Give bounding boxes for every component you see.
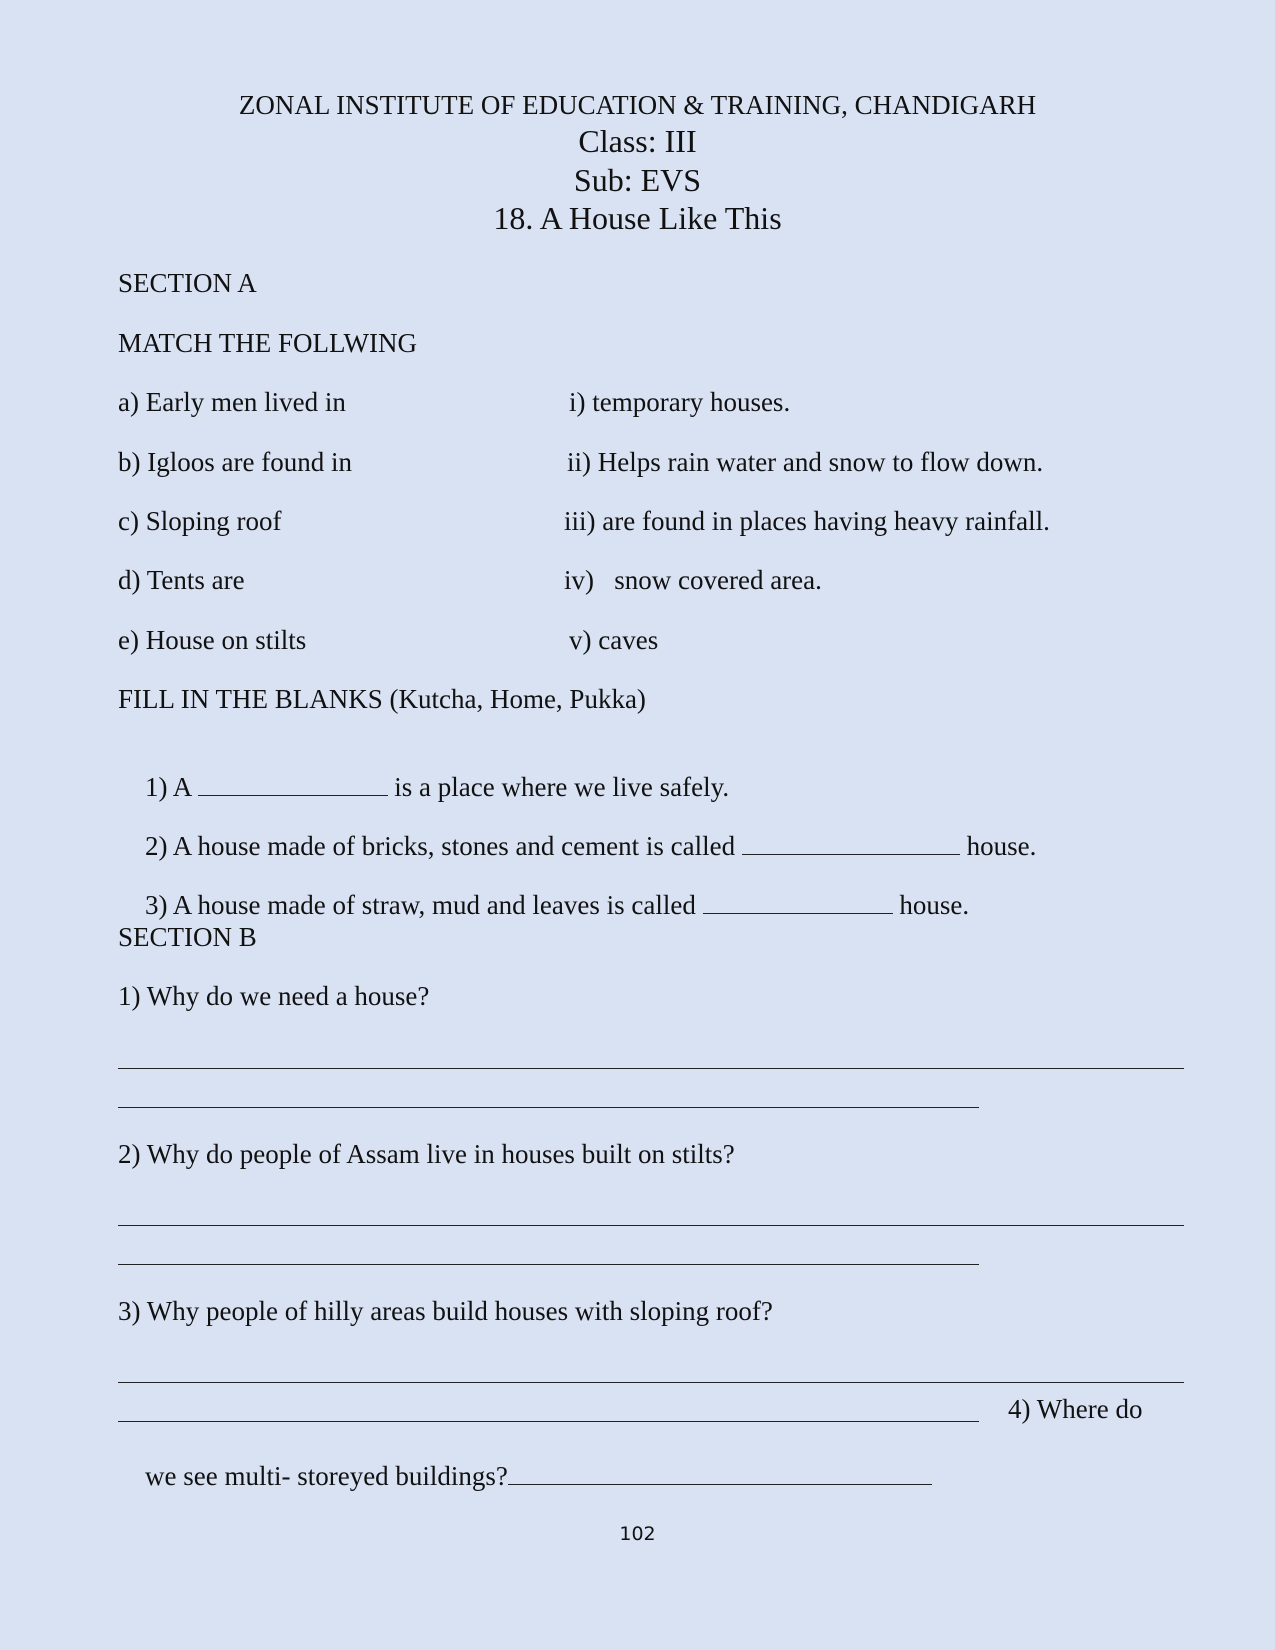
- blank-line: [198, 773, 388, 796]
- section-b-heading: SECTION B: [118, 922, 257, 952]
- blank-line: [742, 832, 960, 855]
- match-right-item: v) caves: [569, 625, 659, 655]
- page-number: 102: [619, 1523, 656, 1545]
- answer-line: [118, 1107, 979, 1108]
- section-a-heading: SECTION A: [118, 268, 257, 298]
- question: 3) Why people of hilly areas build houses with sloping roof?: [118, 1296, 773, 1326]
- answer-line: [118, 1225, 1184, 1226]
- answer-line: [118, 1382, 1184, 1383]
- match-heading: MATCH THE FOLLWING: [118, 328, 417, 358]
- institute-name: ZONAL INSTITUTE OF EDUCATION & TRAINING, CHANDIGARH: [238, 90, 1037, 120]
- question: 2) Why do people of Assam live in houses built on stilts?: [118, 1139, 735, 1169]
- question-4-start: 4) Where do: [1008, 1394, 1143, 1424]
- question-4-end: [118, 1435, 932, 1517]
- match-right-item: iii) are found in places having heavy rainfall.: [564, 506, 1050, 536]
- match-right-item: ii) Helps rain water and snow to flow down.: [567, 447, 1044, 477]
- match-left-item: e) House on stilts: [118, 625, 307, 655]
- match-left-item: b) Igloos are found in: [118, 447, 352, 477]
- fill-blank-text: 1) A: [145, 772, 198, 802]
- fill-blank-text: is a place where we live safely.: [387, 772, 730, 802]
- fill-blanks-heading: FILL IN THE BLANKS (Kutcha, Home, Pukka): [118, 684, 646, 714]
- answer-line: [118, 1068, 1184, 1069]
- match-left-item: a) Early men lived in: [118, 387, 346, 417]
- question-4-text: we see multi- storeyed buildings?: [145, 1461, 508, 1491]
- match-left-item: d) Tents are: [118, 565, 245, 595]
- match-right-item: iv) snow covered area.: [564, 565, 822, 595]
- blank-line: [703, 891, 893, 914]
- answer-line: [118, 1264, 979, 1265]
- blank-line: [508, 1462, 932, 1485]
- match-right-item: i) temporary houses.: [569, 387, 791, 417]
- answer-line: [118, 1421, 979, 1422]
- fill-blank-text: house.: [892, 890, 970, 920]
- class-label: Class: III: [578, 123, 697, 159]
- fill-blank-text: 3) A house made of straw, mud and leaves is called: [145, 890, 703, 920]
- fill-blank-text: house.: [959, 831, 1037, 861]
- question: 1) Why do we need a house?: [118, 981, 430, 1011]
- match-left-item: c) Sloping roof: [118, 506, 282, 536]
- chapter-title: 18. A House Like This: [493, 200, 782, 236]
- fill-blank-text: 2) A house made of bricks, stones and cement is called: [145, 831, 742, 861]
- subject-label: Sub: EVS: [573, 162, 702, 198]
